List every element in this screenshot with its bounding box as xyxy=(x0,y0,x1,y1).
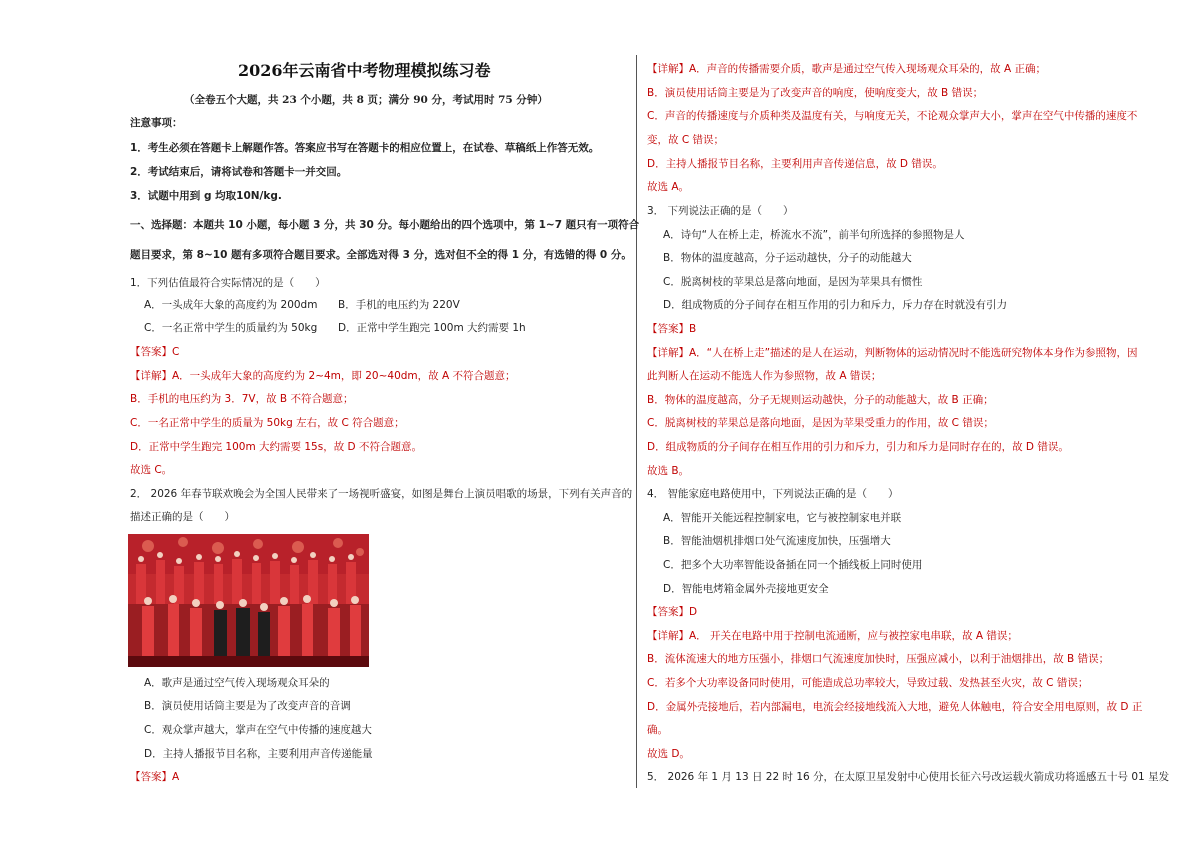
explanation-line: 【详解】A．“人在桥上走”描述的是人在运动，判断物体的运动情况时不能选研究物体本身作为参照物，因 xyxy=(647,347,1138,359)
option-a: A．歌声是通过空气传入现场观众耳朵的 xyxy=(144,677,330,689)
explanation-line: C．若多个大功率设备同时使用，可能造成总功率较大，导致过载、发热甚至火灾，故 C 错误； xyxy=(647,677,1089,689)
explanation-line: 此判断人在运动不能选人作为参照物，故 A 错误； xyxy=(647,370,882,382)
explanation-line: D．金属外壳接地后，若内部漏电，电流会经接地线流入大地，避免人体触电，符合安全用电原则，故 D 正 xyxy=(647,701,1143,713)
option-c: C．脱离树枝的苹果总是落向地面，是因为苹果具有惯性 xyxy=(663,276,923,288)
option-c: C．把多个大功率智能设备插在同一个插线板上同时使用 xyxy=(663,559,923,571)
option-a: A．一头成年大象的高度约为 200dm xyxy=(144,299,318,311)
option-c: C．观众掌声越大，掌声在空气中传播的速度越大 xyxy=(144,724,372,736)
note-item: 1．考生必须在答题卡上解题作答。答案应书写在答题卡的相应位置上，在试卷、草稿纸上作答无效。 xyxy=(130,142,600,154)
option-c: C．一名正常中学生的质量约为 50kg xyxy=(144,322,318,334)
question-stem: 2． 2026 年春节联欢晚会为全国人民带来了一场视听盛宴，如图是舞台上演员唱歌的场景，下列有关声音的 xyxy=(130,488,633,500)
option-d: D．正常中学生跑完 100m 大约需要 1h xyxy=(338,322,526,334)
conclusion: 故选 D。 xyxy=(647,748,690,760)
conclusion: 故选 C。 xyxy=(130,464,173,476)
answer-label: 【答案】A xyxy=(130,771,180,783)
explanation-line: 【详解】A．声音的传播需要介质，歌声是通过空气传入现场观众耳朵的，故 A 正确； xyxy=(647,63,1047,75)
explanation-line: D．正常中学生跑完 100m 大约需要 15s，故 D 不符合题意。 xyxy=(130,441,422,453)
note-item: 2．考试结束后，请将试卷和答题卡一并交回。 xyxy=(130,166,348,178)
option-d: D．智能电烤箱金属外壳接地更安全 xyxy=(663,583,829,595)
explanation-line: 【详解】A． 开关在电路中用于控制电流通断，应与被控家电串联，故 A 错误； xyxy=(647,630,1018,642)
explanation-line: B．手机的电压约为 3．7V，故 B 不符合题意； xyxy=(130,393,354,405)
explanation-line: C．脱离树枝的苹果总是落向地面，是因为苹果受重力的作用，故 C 错误； xyxy=(647,417,994,429)
explanation-line: 确。 xyxy=(647,724,668,736)
explanation-line: B．物体的温度越高，分子无规则运动越快，分子的动能越大，故 B 正确； xyxy=(647,394,994,406)
column-divider xyxy=(636,55,637,788)
explanation-line: B．流体流速大的地方压强小，排烟口气流速度加快时，压强应减小，以利于油烟排出，故 B 错误； xyxy=(647,653,1110,665)
notes-heading: 注意事项： xyxy=(130,117,183,129)
option-b: B．智能油烟机排烟口处气流速度加快，压强增大 xyxy=(663,535,891,547)
option-b: B．物体的温度越高，分子运动越快，分子的动能越大 xyxy=(663,252,912,264)
question-stem: 1．下列估值最符合实际情况的是（ ） xyxy=(130,277,326,289)
note-item: 3．试题中用到 g 均取10N/kg. xyxy=(130,190,282,202)
option-b: B．手机的电压约为 220V xyxy=(338,299,460,311)
section-intro: 题目要求，第 8~10 题有多项符合题目要求。全部选对得 3 分，选对但不全的得 1 分，有选错的得 0 分。 xyxy=(130,249,632,261)
section-intro: 一、选择题：本题共 10 小题，每小题 3 分，共 30 分。每小题给出的四个选项中，第 1~7 题只有一项符合 xyxy=(130,219,640,231)
explanation-line: D．组成物质的分子间存在相互作用的引力和斥力，引力和斥力是同时存在的，故 D 错误。 xyxy=(647,441,1069,453)
option-a: A．诗句“人在桥上走，桥流水不流”，前半句所选择的参照物是人 xyxy=(663,229,965,241)
question-stem: 5． 2026 年 1 月 13 日 22 时 16 分，在太原卫星发射中心使用长征六号改运载火箭成功将遥感五十号 01 星发 xyxy=(647,771,1170,783)
conclusion: 故选 A。 xyxy=(647,181,690,193)
conclusion: 故选 B。 xyxy=(647,465,690,477)
option-b: B．演员使用话筒主要是为了改变声音的音调 xyxy=(144,700,351,712)
explanation-line: 变，故 C 错误； xyxy=(647,134,725,146)
explanation-line: 【详解】A．一头成年大象的高度约为 2~4m，即 20~40dm，故 A 不符合题意； xyxy=(130,370,516,382)
option-d: D．主持人播报节目名称，主要利用声音传递能量 xyxy=(144,748,373,760)
answer-label: 【答案】B xyxy=(647,323,697,335)
question-stem: 4． 智能家庭电路使用中，下列说法正确的是（ ） xyxy=(647,488,899,500)
option-d: D．组成物质的分子间存在相互作用的引力和斥力，斥力存在时就没有引力 xyxy=(663,299,1008,311)
answer-label: 【答案】C xyxy=(130,346,180,358)
explanation-line: B．演员使用话筒主要是为了改变声音的响度，使响度变大，故 B 错误； xyxy=(647,87,984,99)
answer-label: 【答案】D xyxy=(647,606,698,618)
page-title: 2026年云南省中考物理模拟练习卷 xyxy=(238,61,491,80)
question-stem: 描述正确的是（ ） xyxy=(130,511,235,523)
explanation-line: C．一名正常中学生的质量为 50kg 左右，故 C 符合题意； xyxy=(130,417,405,429)
question-stem: 3． 下列说法正确的是（ ） xyxy=(647,205,794,217)
exam-info: （全卷五个大题，共 23 个小题，共 8 页；满分 90 分，考试用时 75 分钟） xyxy=(184,94,548,106)
stage-photo xyxy=(128,534,369,667)
option-a: A．智能开关能远程控制家电，它与被控制家电并联 xyxy=(663,512,902,524)
explanation-line: C．声音的传播速度与介质种类及温度有关，与响度无关，不论观众掌声大小，掌声在空气中传播的速度不 xyxy=(647,110,1138,122)
explanation-line: D．主持人播报节目名称，主要利用声音传递信息，故 D 错误。 xyxy=(647,158,943,170)
